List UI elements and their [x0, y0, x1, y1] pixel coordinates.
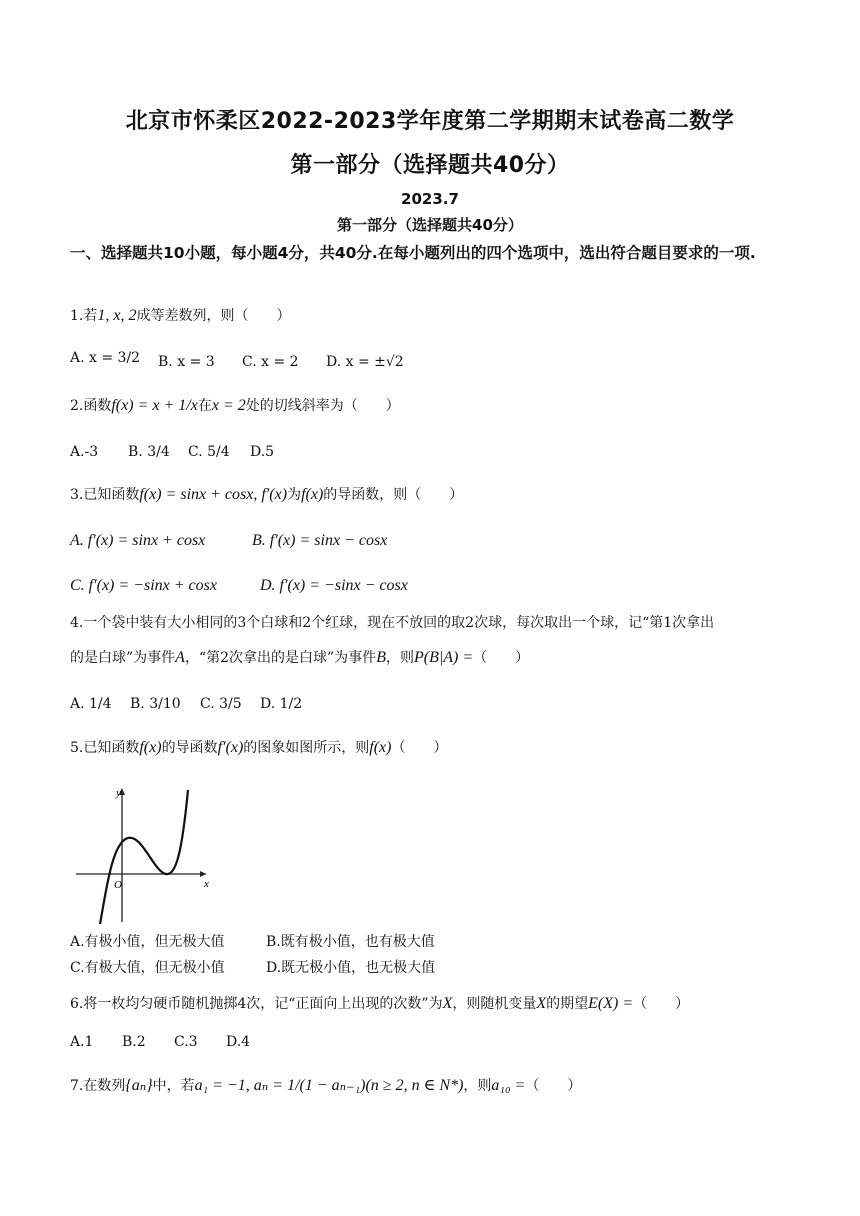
q1-option-a: A. x = 3/2 [70, 350, 141, 366]
q1-option-b: B. x = 3 [158, 354, 215, 370]
derivative-graph [72, 782, 217, 927]
q5-option-d: D.既无极小值，也无极大值 [266, 960, 436, 976]
q6-option-b: B.2 [122, 1034, 146, 1050]
q2-option-b: B. 3/4 [128, 444, 170, 460]
q5-option-b: B.既有极小值，也有极大值 [266, 934, 435, 950]
q2-option-a: A.-3 [70, 444, 99, 460]
q6-option-c: C.3 [174, 1034, 198, 1050]
q4-option-a: A. 1/4 [70, 696, 112, 712]
x-axis-arrow [200, 871, 206, 877]
q5-option-a: A.有极小值，但无极大值 [70, 934, 225, 950]
q6-option-a: A.1 [70, 1034, 94, 1050]
question-4-line-1: 4.一个袋中装有大小相同的3个白球和2个红球，现在不放回的取2次球，每次取出一个球，记“第1次拿出 [70, 615, 715, 631]
question-5: 5.已知函数f(x)的导函数f′(x)的图象如图所示，则f(x)（ ） [70, 739, 448, 756]
question-6: 6.将一枚均匀硬币随机抛掷4次，记“正面向上出现的次数”为X，则随机变量X的期望E(X) =（ ） [70, 995, 690, 1012]
exam-title: 北京市怀柔区2022-2023学年度第二学期期末试卷高二数学 [125, 109, 735, 134]
origin-label: O [114, 879, 122, 891]
exam-subtitle: 第一部分（选择题共40分） [290, 153, 570, 178]
q2-option-c: C. 5/4 [188, 444, 230, 460]
question-7: 7.在数列{aₙ}中，若a₁ = −1, aₙ = 1/(1 − aₙ₋₁)(n ≥ 2, n ∈ N*)，则a₁₀ =（ ） [70, 1077, 582, 1094]
q3-option-d: D. f′(x) = −sinx − cosx [260, 577, 408, 594]
q3-option-b: B. f′(x) = sinx − cosx [252, 532, 388, 549]
q4-option-c: C. 3/5 [200, 696, 242, 712]
q4-option-b: B. 3/10 [130, 696, 181, 712]
question-4-line-2: 的是白球”为事件A，“第2次拿出的是白球”为事件B，则P(B|A) =（ ） [70, 649, 530, 666]
q2-option-d: D.5 [250, 444, 275, 460]
q4-option-d: D. 1/2 [260, 696, 303, 712]
q3-option-c: C. f′(x) = −sinx + cosx [70, 577, 217, 594]
q5-option-c: C.有极大值，但无极小值 [70, 960, 225, 976]
q1-option-c: C. x = 2 [242, 354, 299, 370]
q1-option-d: D. x = ±√2 [326, 354, 404, 370]
question-2: 2.函数f(x) = x + 1/x在x = 2处的切线斜率为（ ） [70, 397, 400, 414]
question-1: 1.若1, x, 2成等差数列，则（ ） [70, 307, 291, 324]
part-label: 第一部分（选择题共40分） [337, 216, 523, 234]
q6-option-d: D.4 [226, 1034, 251, 1050]
y-axis-label: y [116, 787, 121, 799]
question-3: 3.已知函数f(x) = sinx + cosx, f′(x)为f(x)的导函数，则（ ） [70, 486, 464, 503]
x-axis-label: x [204, 878, 209, 890]
q3-option-a: A. f′(x) = sinx + cosx [70, 532, 206, 549]
exam-date: 2023.7 [401, 190, 459, 208]
derivative-curve [100, 790, 188, 924]
section-instructions: 一、选择题共10小题，每小题4分，共40分.在每小题列出的四个选项中，选出符合题目要求的一项. [70, 244, 756, 262]
